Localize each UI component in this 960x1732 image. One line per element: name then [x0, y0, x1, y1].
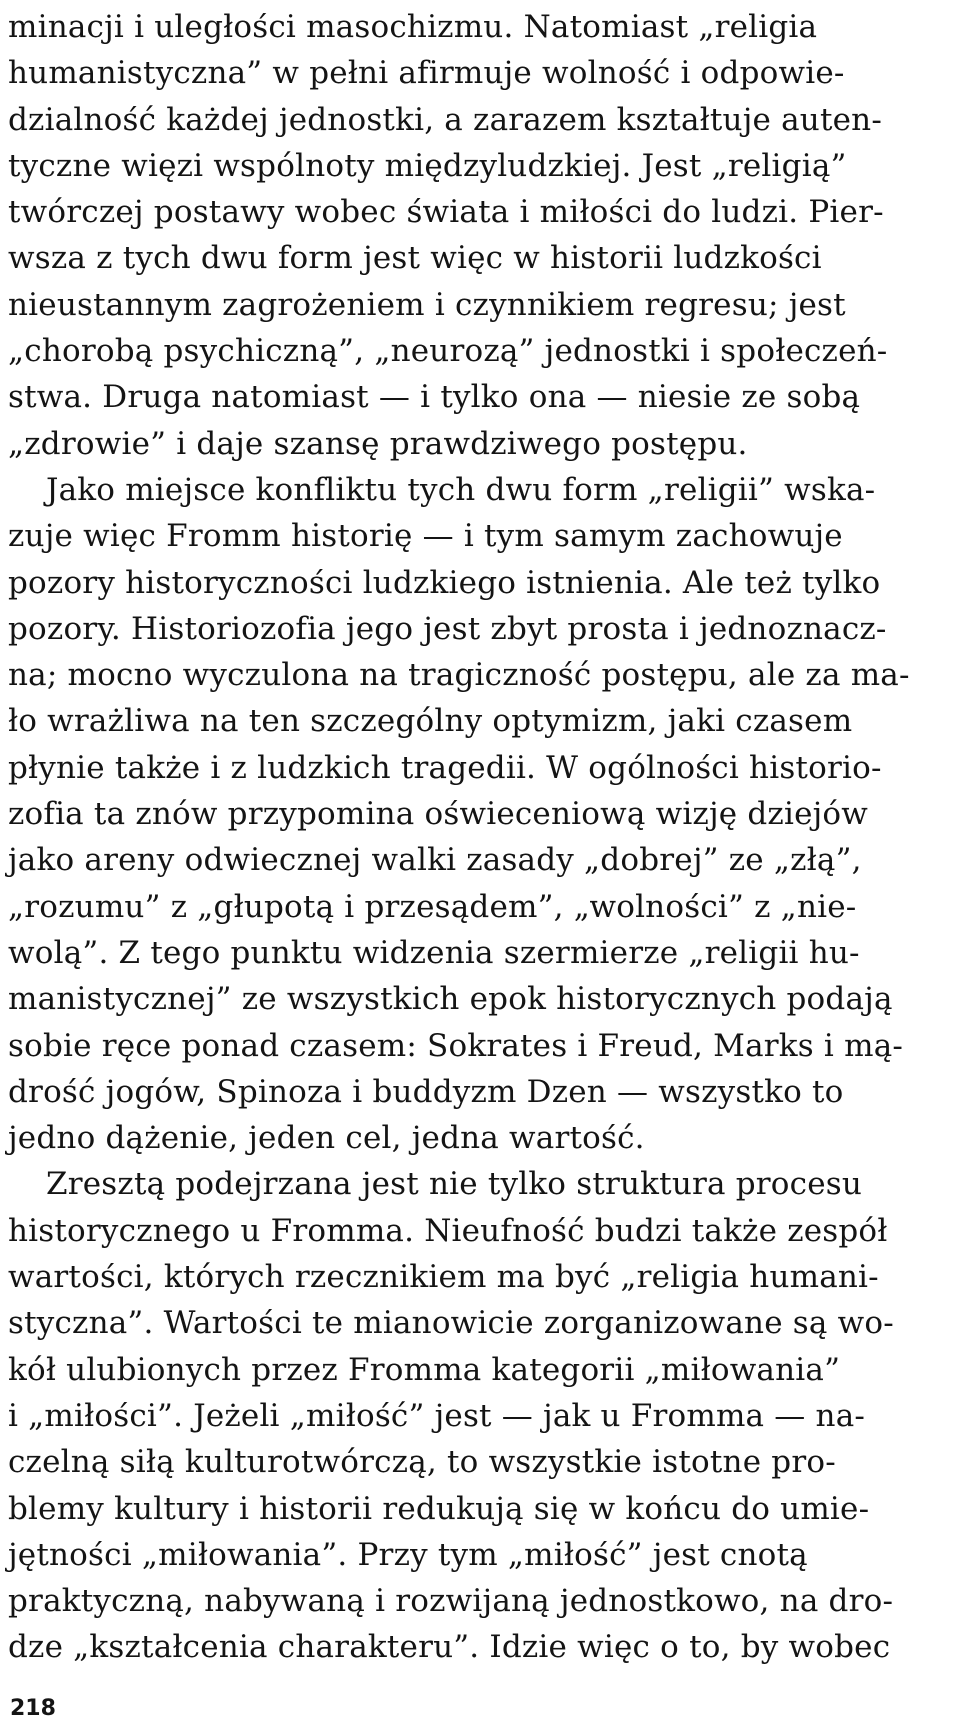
- text-line: Zresztą podejrzana jest nie tylko struktura procesu: [46, 1166, 863, 1203]
- text-line: czelną siłą kulturotwórczą, to wszystkie istotne pro-: [8, 1444, 836, 1481]
- text-line: wolą”. Z tego punktu widzenia szermierze „religii hu-: [8, 934, 860, 971]
- text-line: jętności „miłowania”. Przy tym „miłość” jest cnotą: [8, 1536, 808, 1573]
- body-text: [8, 4, 952, 1671]
- text-line: ło wrażliwa na ten szczególny optymizm, jaki czasem: [8, 703, 853, 740]
- text-line: nieustannym zagrożeniem i czynnikiem regresu; jest: [8, 286, 846, 323]
- text-line: zofia ta znów przypomina oświeceniową wizję dziejów: [8, 796, 869, 833]
- text-line: dzialność każdej jednostki, a zarazem kształtuje auten-: [8, 101, 883, 138]
- text-line: płynie także i z ludzkich tragedii. W ogólności historio-: [8, 749, 882, 786]
- text-line: jako areny odwiecznej walki zasady „dobrej” ze „złą”,: [8, 842, 862, 879]
- text-line: dze „kształcenia charakteru”. Idzie więc o to, by wobec: [8, 1629, 891, 1666]
- text-line: tyczne więzi wspólnoty międzyludzkiej. Jest „religią”: [8, 147, 847, 184]
- text-line: na; mocno wyczulona na tragiczność postępu, ale za ma-: [8, 657, 910, 694]
- text-line: historycznego u Fromma. Nieufność budzi także zespół: [8, 1212, 888, 1249]
- text-line: pozory historyczności ludzkiego istnienia. Ale też tylko: [8, 564, 881, 601]
- text-line: praktyczną, nabywaną i rozwijaną jednostkowo, na dro-: [8, 1583, 894, 1620]
- text-line: wartości, których rzecznikiem ma być „religia humani-: [8, 1259, 879, 1296]
- text-line: twórczej postawy wobec świata i miłości do ludzi. Pier-: [8, 194, 884, 231]
- text-line: blemy kultury i historii redukują się w końcu do umie-: [8, 1490, 870, 1527]
- text-line: „chorobą psychiczną”, „neurozą” jednostki i społeczeń-: [8, 333, 888, 370]
- text-line: humanistyczna” w pełni afirmuje wolność i odpowie-: [8, 55, 845, 92]
- text-line: kół ulubionych przez Fromma kategorii „miłowania”: [8, 1351, 841, 1388]
- text-line: minacji i uległości masochizmu. Natomiast „religia: [8, 9, 818, 45]
- text-line: i „miłości”. Jeżeli „miłość” jest — jak u Fromma — na-: [8, 1397, 866, 1434]
- text-line: wsza z tych dwu form jest więc w historii ludzkości: [8, 240, 822, 277]
- text-line: pozory. Historiozofia jego jest zbyt prosta i jednoznacz-: [8, 610, 887, 647]
- text-line: manistycznej” ze wszystkich epok historycznych podają: [8, 981, 893, 1018]
- text-line: drość jogów, Spinoza i buddyzm Dzen — wszystko to: [8, 1073, 844, 1110]
- page-number: 218: [10, 1696, 56, 1721]
- text-line: styczna”. Wartości te mianowicie zorganizowane są wo-: [8, 1305, 894, 1342]
- text-line: jedno dążenie, jeden cel, jedna wartość.: [8, 1120, 645, 1157]
- text-line: sobie ręce ponad czasem: Sokrates i Freud, Marks i mą-: [8, 1027, 904, 1064]
- text-line: zuje więc Fromm historię — i tym samym zachowuje: [8, 518, 843, 555]
- text-line: stwa. Druga natomiast — i tylko ona — niesie ze sobą: [8, 379, 861, 416]
- text-line: „rozumu” z „głupotą i przesądem”, „wolności” z „nie-: [8, 888, 857, 925]
- text-line: Jako miejsce konfliktu tych dwu form „religii” wska-: [46, 471, 876, 508]
- text-line: „zdrowie” i daje szansę prawdziwego postępu.: [8, 425, 748, 462]
